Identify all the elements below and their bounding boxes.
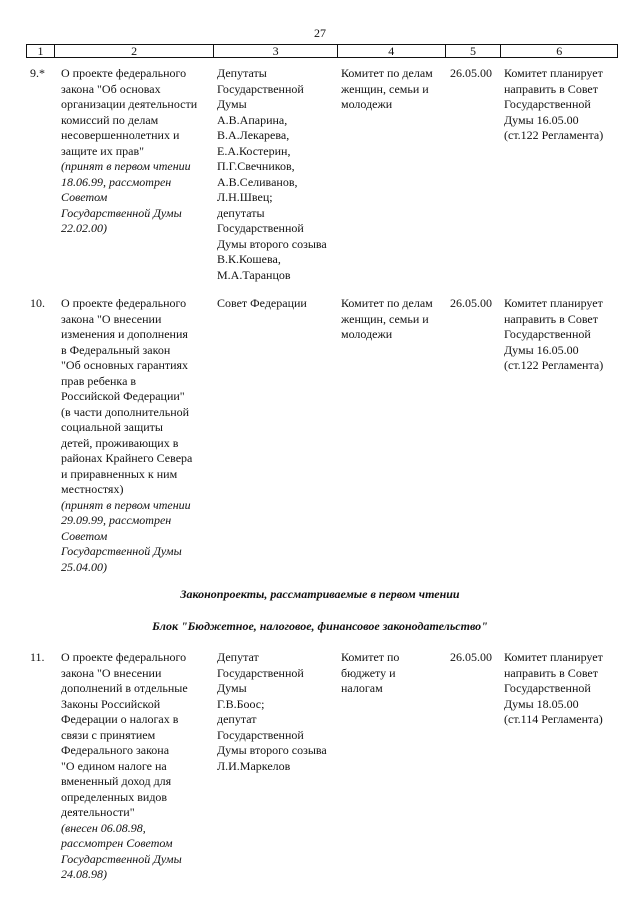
committee-line: Комитет по <box>341 650 400 664</box>
author-line: Л.И.Маркелов <box>217 758 291 773</box>
bill-title-line: "О едином налоге на <box>61 758 167 773</box>
author-line: Л.Н.Швец; <box>217 190 273 204</box>
author-line: депутаты <box>217 205 265 220</box>
bill-authors <box>217 66 341 283</box>
committee-line: Комитет по делам <box>341 66 433 80</box>
author-line: Г.В.Боос; <box>217 696 265 711</box>
header-col-1: 1 <box>27 45 55 57</box>
bill-title-line: прав ребенка в <box>61 373 137 388</box>
page-number: 27 <box>314 26 326 40</box>
committee-line: женщин, семьи и <box>341 81 429 96</box>
bill-status-line: Советом <box>61 190 108 204</box>
bill-authors <box>217 296 341 312</box>
note-line: направить в Совет <box>504 81 598 96</box>
note-line: направить в Совет <box>504 311 598 326</box>
bill-title-line: социальной защиты <box>61 420 163 434</box>
bill-status-line: Государственной Думы <box>61 851 182 866</box>
note-line: Государственной <box>504 681 591 695</box>
author-line: А.В.Апарина, <box>217 112 288 127</box>
section-block-heading: Блок "Бюджетное, налоговое, финансовое законодательство" <box>152 619 488 633</box>
bill-status-line: Государственной Думы <box>61 544 182 558</box>
bill-status-line: 24.08.98) <box>61 867 107 881</box>
note-line: Думы 16.05.00 <box>504 112 579 127</box>
header-col-3: 3 <box>214 45 338 57</box>
author-line: Государственной <box>217 81 304 96</box>
row-number: 9.* <box>30 66 45 80</box>
note-line: Государственной <box>504 327 591 341</box>
author-line: Думы <box>217 681 247 695</box>
bill-title-line: закона "О внесении <box>61 665 162 680</box>
author-line: Государственной <box>217 665 304 680</box>
note-line: (ст.122 Регламента) <box>504 358 604 372</box>
committee-line: женщин, семьи и <box>341 311 429 326</box>
author-line: Депутаты <box>217 66 267 80</box>
section-heading: Законопроекты, рассматриваемые в первом чтении <box>180 587 460 601</box>
bill-title-line: несовершеннолетних и <box>61 128 180 142</box>
bill-status-line: (принят в первом чтении <box>61 497 191 512</box>
responsible-committee <box>341 650 449 697</box>
bill-status-line: (внесен 06.08.98, <box>61 820 146 835</box>
bill-title-line: защите их прав" <box>61 143 145 158</box>
bill-title <box>61 296 221 575</box>
note-line: Комитет планирует <box>504 296 603 310</box>
note-line: (ст.114 Регламента) <box>504 712 603 726</box>
committee-note <box>504 66 624 144</box>
bill-title-line: определенных видов <box>61 789 168 804</box>
note-line: Думы 18.05.00 <box>504 696 579 711</box>
author-line: депутат <box>217 712 257 726</box>
bill-authors <box>217 650 341 774</box>
note-line: Комитет планирует <box>504 650 603 664</box>
note-line: (ст.122 Регламента) <box>504 128 604 142</box>
bill-title <box>61 66 221 237</box>
bill-title-line: районах Крайнего Севера <box>61 451 193 465</box>
author-line: М.А.Таранцов <box>217 267 291 282</box>
bill-title-line: связи с принятием <box>61 727 156 742</box>
header-col-2: 2 <box>55 45 214 57</box>
bill-status-line: 22.02.00) <box>61 221 107 235</box>
bill-title-line: О проекте федерального <box>61 296 187 310</box>
bill-title-line: комиссий по делам <box>61 112 159 127</box>
note-line: направить в Совет <box>504 665 598 680</box>
author-line: Совет Федерации <box>217 296 307 310</box>
review-date: 26.05.00 <box>450 66 492 80</box>
author-line: Думы второго созыва <box>217 743 327 757</box>
bill-status-line: Советом <box>61 528 108 543</box>
bill-status-line: (принят в первом чтении <box>61 159 191 173</box>
bill-title <box>61 650 221 883</box>
author-line: Государственной <box>217 221 304 235</box>
bill-title-line: местностях) <box>61 482 124 496</box>
review-date: 26.05.00 <box>450 650 492 664</box>
review-date: 26.05.00 <box>450 296 492 310</box>
committee-line: Комитет по делам <box>341 296 433 310</box>
author-line: П.Г.Свечников, <box>217 159 295 173</box>
bill-status-line: 29.09.99, рассмотрен <box>61 513 172 527</box>
row-number: 10. <box>30 296 45 310</box>
bill-title-line: в Федеральный закон <box>61 342 171 357</box>
bill-title-line: Российской Федерации" <box>61 389 185 403</box>
author-line: В.К.Кошева, <box>217 252 281 266</box>
author-line: В.А.Лекарева, <box>217 128 290 142</box>
committee-line: налогам <box>341 681 383 695</box>
bill-title-line: изменения и дополнения <box>61 327 188 341</box>
header-col-6: 6 <box>556 44 563 58</box>
bill-title-line: Законы Российской <box>61 696 161 711</box>
committee-line: молодежи <box>341 97 393 111</box>
note-line: Комитет планирует <box>504 66 603 80</box>
bill-status-line: 18.06.99, рассмотрен <box>61 174 172 189</box>
committee-note <box>504 650 624 728</box>
header-col-4: 4 <box>338 45 446 57</box>
header-col-5: 5 <box>446 45 502 57</box>
table-header-row <box>26 44 618 58</box>
committee-line: молодежи <box>341 327 393 341</box>
bill-status-line: 25.04.00) <box>61 559 107 574</box>
bill-title-line: О проекте федерального <box>61 650 187 664</box>
row-number: 11. <box>30 650 45 664</box>
bill-title-line: и приравненных к ним <box>61 466 178 481</box>
bill-title-line: закона "О внесении <box>61 311 162 326</box>
author-line: Думы второго созыва <box>217 236 327 251</box>
bill-title-line: деятельности" <box>61 805 135 819</box>
committee-line: бюджету и <box>341 665 396 680</box>
author-line: Государственной <box>217 727 304 742</box>
bill-title-line: организации деятельности <box>61 97 198 111</box>
bill-title-line: дополнений в отдельные <box>61 681 188 695</box>
note-line: Государственной <box>504 97 591 111</box>
author-line: Депутат <box>217 650 259 664</box>
bill-title-line: детей, проживающих в <box>61 435 179 450</box>
author-line: А.В.Селиванов, <box>217 174 298 189</box>
bill-title-line: (в части дополнительной <box>61 404 190 419</box>
bill-title-line: закона "Об основах <box>61 81 161 96</box>
bill-title-line: О проекте федерального <box>61 66 187 80</box>
committee-note <box>504 296 624 374</box>
author-line: Е.А.Костерин, <box>217 143 291 158</box>
bill-title-line: Федерального закона <box>61 743 170 757</box>
author-line: Думы <box>217 97 247 111</box>
responsible-committee <box>341 296 449 343</box>
note-line: Думы 16.05.00 <box>504 342 579 357</box>
bill-title-line: вмененный доход для <box>61 774 172 788</box>
bill-title-line: Федерации о налогах в <box>61 712 179 726</box>
bill-title-line: "Об основных гарантиях <box>61 358 189 372</box>
bill-status-line: Государственной Думы <box>61 205 182 220</box>
responsible-committee <box>341 66 449 113</box>
bill-status-line: рассмотрен Советом <box>61 836 173 850</box>
